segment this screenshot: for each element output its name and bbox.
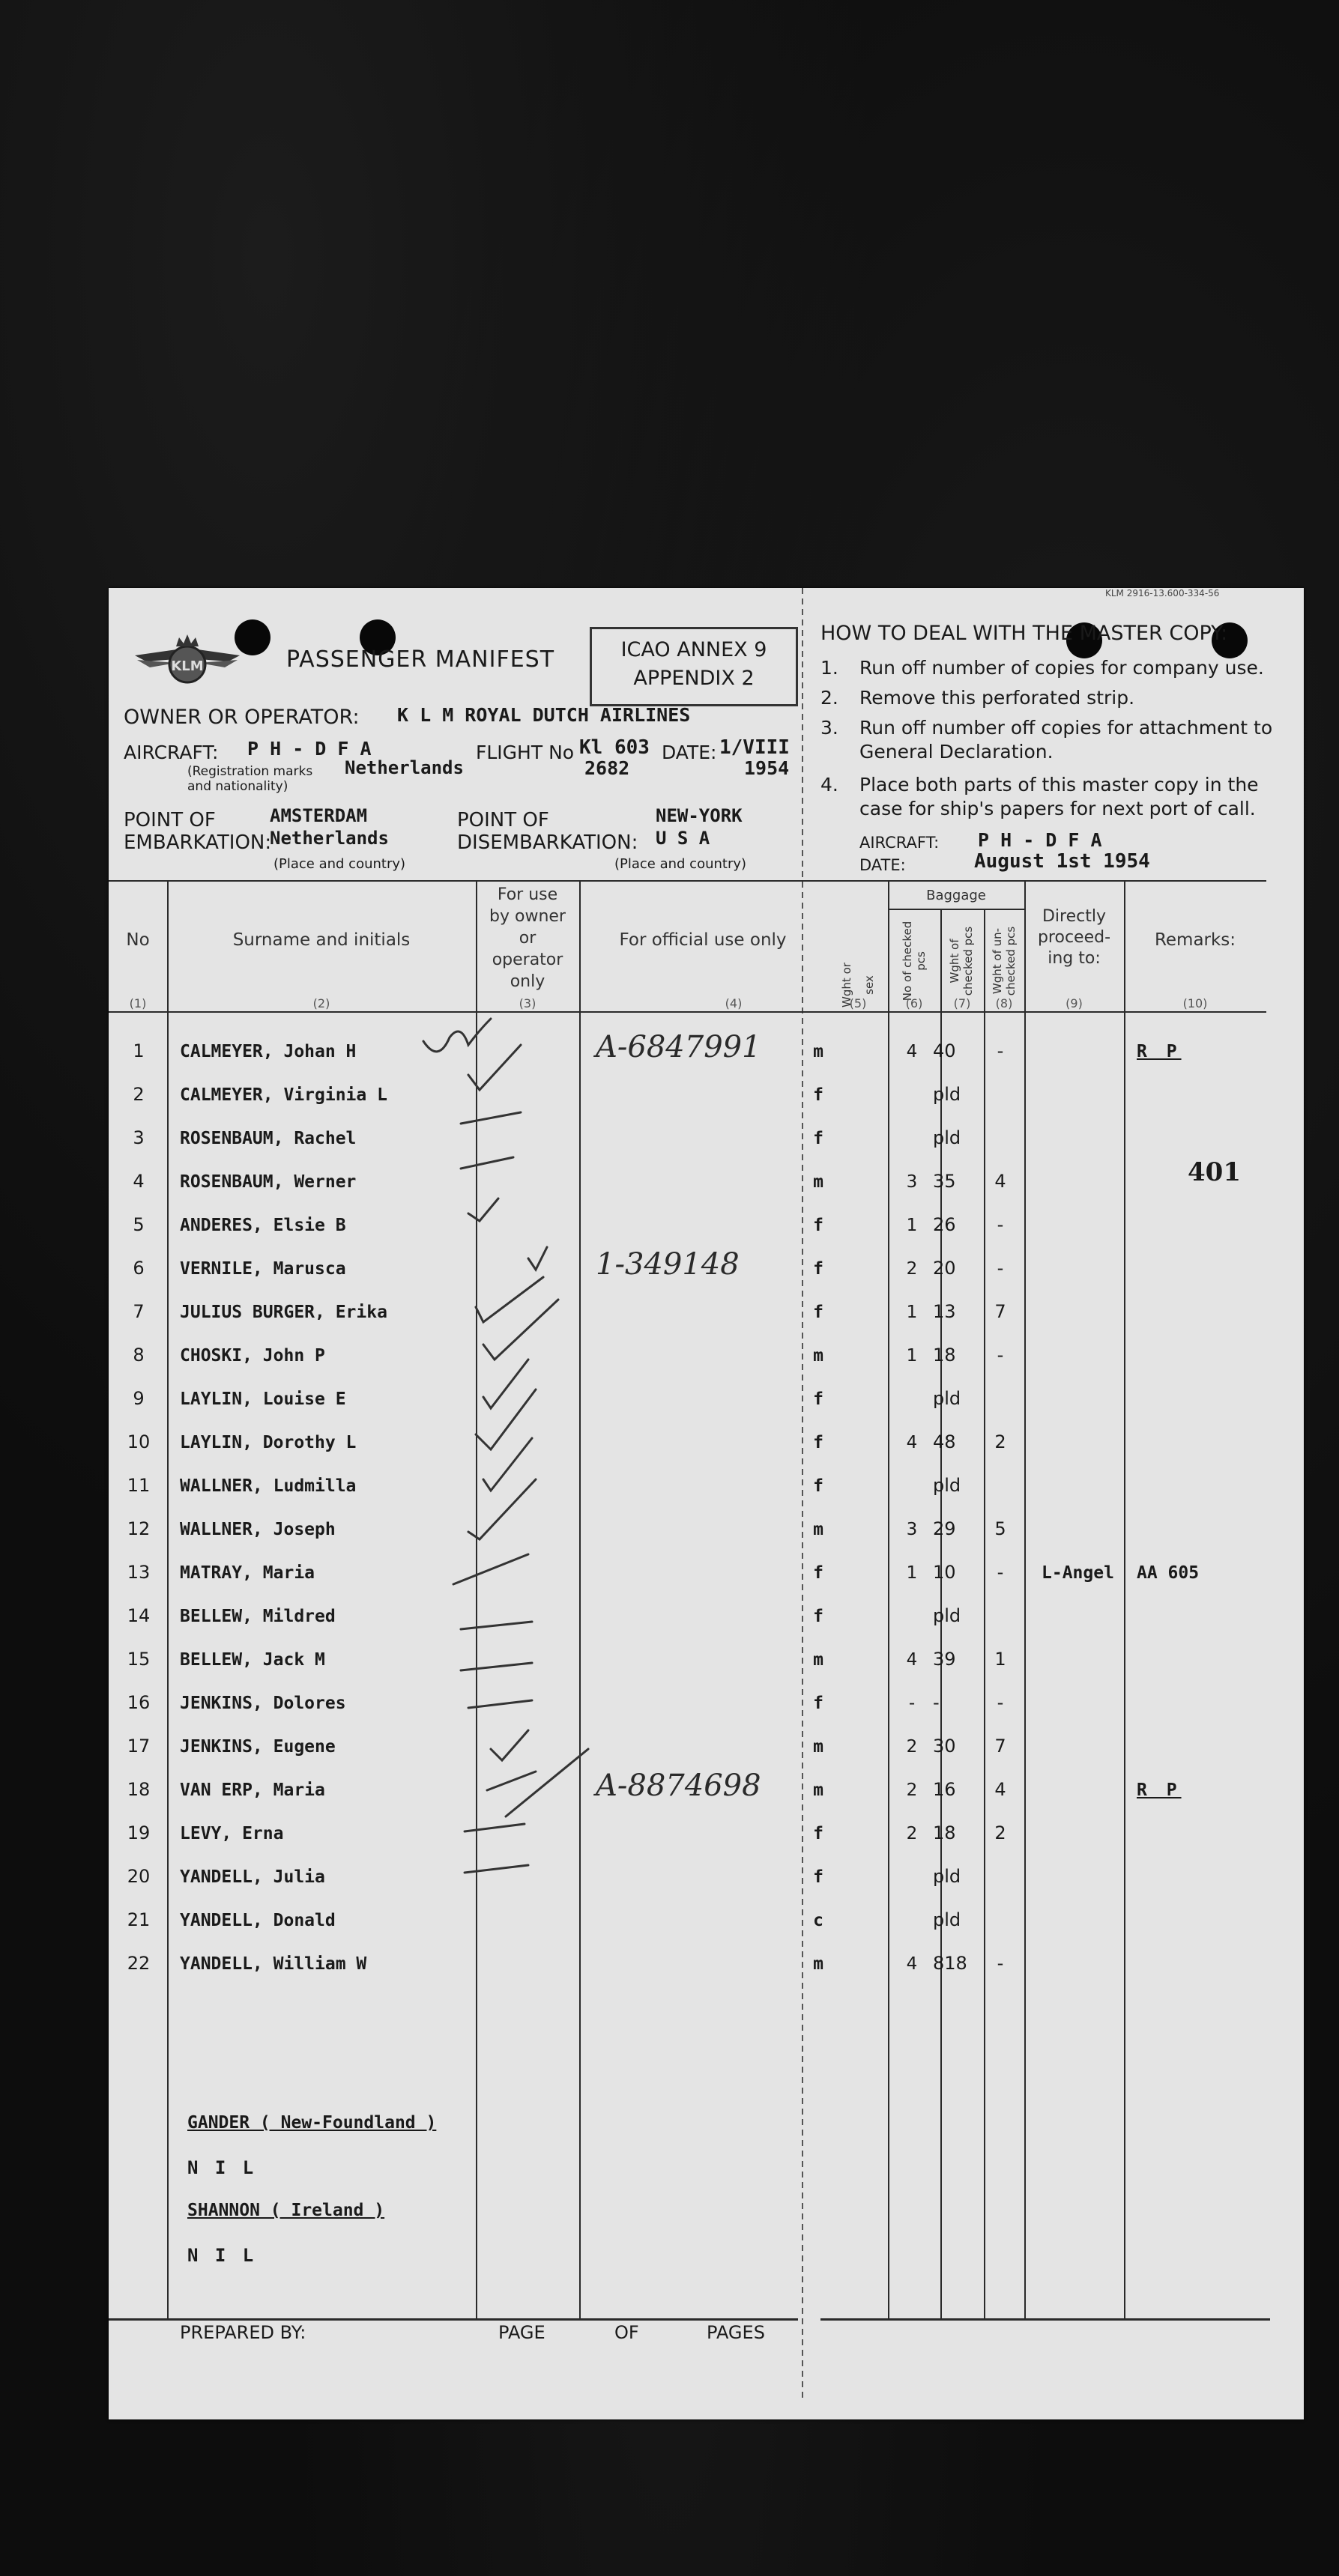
- checked-weight: 13: [933, 1301, 956, 1322]
- unchecked-weight: 2: [994, 1822, 1006, 1843]
- table-row: [109, 1160, 1304, 1204]
- passenger-number: 22: [127, 1953, 151, 1974]
- instruction-2: Remove this perforated strip.: [859, 687, 1135, 709]
- official-number: 1-349148: [596, 1247, 740, 1282]
- unchecked-weight: -: [997, 1692, 1004, 1713]
- aircraft-value: P H - D F A: [247, 738, 372, 760]
- svg-text:KLM: KLM: [171, 658, 204, 674]
- passenger-sex: m: [813, 1042, 823, 1061]
- passenger-number: 2: [133, 1084, 145, 1105]
- passenger-list: [109, 1030, 1304, 2004]
- checked-weight: 39: [933, 1649, 956, 1670]
- checked-weight: pld: [933, 1084, 961, 1105]
- unchecked-weight: 7: [994, 1301, 1006, 1322]
- embark-value-2: Netherlands: [270, 828, 389, 849]
- passenger-number: 7: [133, 1301, 145, 1322]
- passenger-name: WALLNER, Joseph: [180, 1520, 336, 1539]
- disembark-value-2: U S A: [656, 828, 710, 849]
- col-weight-checked: Wght of checked pcs: [948, 926, 975, 996]
- form-code: KLM 2916-13.600-334-56: [1105, 588, 1220, 598]
- passenger-name: YANDELL, Donald: [180, 1911, 336, 1930]
- passenger-number: 13: [127, 1562, 151, 1583]
- instruction-1: Run off number of copies for company use.: [859, 657, 1264, 679]
- table-row: [109, 1204, 1304, 1247]
- passenger-number: 20: [127, 1866, 151, 1887]
- official-number: A-6847991: [596, 1030, 761, 1064]
- embark-label-2: EMBARKATION:: [124, 831, 272, 854]
- footer-page: PAGE: [498, 2322, 545, 2343]
- passenger-sex: f: [813, 1433, 823, 1452]
- unchecked-weight: -: [997, 1258, 1004, 1279]
- checked-pieces: 2: [906, 1824, 918, 1843]
- passenger-number: 1: [133, 1040, 145, 1061]
- passenger-number: 21: [127, 1909, 151, 1930]
- passenger-sex: f: [813, 1824, 823, 1843]
- check-marks: [408, 992, 656, 1921]
- instruction-3-line1: Run off number off copies for attachment to: [859, 717, 1273, 739]
- unchecked-weight: 7: [994, 1736, 1006, 1757]
- col-owner-use: For use by owner or operator only: [489, 885, 566, 991]
- checked-weight: 29: [933, 1518, 956, 1539]
- checked-weight: 18: [933, 1345, 956, 1366]
- col-num-9: (9): [1066, 996, 1083, 1010]
- disembark-note: (Place and country): [614, 856, 747, 872]
- passenger-manifest-sheet: [109, 588, 1304, 2419]
- col-no: No: [126, 930, 150, 950]
- icao-box: [590, 627, 798, 706]
- owner-label: OWNER OR OPERATOR:: [124, 706, 360, 729]
- passenger-sex: f: [813, 1303, 823, 1322]
- col-sex: Wght or sex: [840, 963, 876, 1007]
- table-row: [109, 1508, 1304, 1551]
- copy-aircraft-label: AIRCRAFT:: [859, 834, 940, 852]
- flight-value: Kl 603: [579, 736, 650, 759]
- remarks: AA 605: [1137, 1563, 1200, 1583]
- passenger-sex: f: [813, 1867, 823, 1887]
- checked-pieces: 4: [906, 1954, 918, 1974]
- table-top-rule: [109, 880, 1266, 882]
- checked-weight: pld: [933, 1127, 961, 1148]
- unchecked-weight: -: [997, 1562, 1004, 1583]
- table-row: [109, 1855, 1304, 1899]
- flight-label: FLIGHT No: [476, 742, 575, 763]
- passenger-sex: f: [813, 1694, 823, 1713]
- passenger-name: LAYLIN, Louise E: [180, 1389, 346, 1409]
- checked-weight: pld: [933, 1388, 961, 1409]
- icao-annex: ICAO ANNEX 9: [620, 638, 767, 661]
- remarks: R P: [1137, 1781, 1182, 1800]
- passenger-name: BELLEW, Mildred: [180, 1607, 336, 1626]
- prepared-by: PREPARED BY:: [180, 2322, 306, 2343]
- passenger-number: 14: [127, 1605, 151, 1626]
- checked-weight: 818: [933, 1953, 967, 1974]
- col-num-1: (1): [129, 996, 147, 1010]
- passenger-number: 15: [127, 1649, 151, 1670]
- footer-of: OF: [614, 2322, 639, 2343]
- checked-pieces: -: [908, 1694, 916, 1713]
- table-bottom-rule-right: [820, 2318, 1270, 2321]
- embark-note: (Place and country): [273, 856, 406, 872]
- form-title: PASSENGER MANIFEST: [286, 646, 555, 673]
- col-official: For official use only: [619, 930, 787, 950]
- table-row: [109, 1725, 1304, 1769]
- baggage-rule: [888, 909, 1024, 910]
- col-num-7: (7): [953, 996, 971, 1010]
- instruction-3-num: 3.: [820, 717, 838, 739]
- date-label: DATE:: [662, 742, 717, 763]
- checked-pieces: 3: [906, 1172, 918, 1192]
- passenger-name: CHOSKI, John P: [180, 1346, 325, 1366]
- flight-value-2: 2682: [584, 757, 630, 779]
- passenger-sex: f: [813, 1563, 823, 1583]
- col-weight-unchecked: Wght of un-checked pcs: [991, 926, 1018, 996]
- disembark-label-1: POINT OF: [457, 809, 549, 831]
- table-row: [109, 1812, 1304, 1855]
- col-num-2: (2): [312, 996, 330, 1010]
- embark-value-1: AMSTERDAM: [270, 805, 368, 826]
- instruction-1-num: 1.: [820, 657, 838, 679]
- passenger-number: 10: [127, 1431, 151, 1452]
- checked-weight: 35: [933, 1171, 956, 1192]
- directly-proceeding: L-Angel: [1042, 1563, 1114, 1583]
- unchecked-weight: 1: [994, 1649, 1006, 1670]
- passenger-name: LAYLIN, Dorothy L: [180, 1433, 357, 1452]
- checked-weight: pld: [933, 1909, 961, 1930]
- passenger-name: YANDELL, Julia: [180, 1867, 325, 1887]
- instruction-4-line2: case for ship's papers for next port of call.: [859, 798, 1256, 819]
- table-row: [109, 1551, 1304, 1595]
- table-row: [109, 1464, 1304, 1508]
- instruction-4-line1: Place both parts of this master copy in the: [859, 774, 1259, 795]
- checked-weight: pld: [933, 1605, 961, 1626]
- date-value: 1/VIII: [719, 736, 790, 759]
- passenger-number: 3: [133, 1127, 145, 1148]
- passenger-number: 17: [127, 1736, 151, 1757]
- passenger-sex: f: [813, 1476, 823, 1496]
- passenger-number: 16: [127, 1692, 151, 1713]
- table-row: [109, 1291, 1304, 1334]
- passenger-number: 12: [127, 1518, 151, 1539]
- checked-weight: 30: [933, 1736, 956, 1757]
- passenger-number: 8: [133, 1345, 145, 1366]
- table-row: [109, 1334, 1304, 1378]
- table-row: [109, 1247, 1304, 1291]
- checked-pieces: 4: [906, 1433, 918, 1452]
- icao-appendix: APPENDIX 2: [633, 667, 755, 690]
- aircraft-nationality: Netherlands: [345, 757, 464, 778]
- checked-pieces: 2: [906, 1737, 918, 1757]
- checked-weight: 16: [933, 1779, 956, 1800]
- passenger-sex: f: [813, 1216, 823, 1235]
- registration-note-2: and nationality): [187, 779, 288, 794]
- passenger-name: ROSENBAUM, Rachel: [180, 1129, 357, 1148]
- passenger-name: YANDELL, William W: [180, 1954, 367, 1974]
- passenger-name: BELLEW, Jack M: [180, 1650, 325, 1670]
- table-row: [109, 1595, 1304, 1638]
- copy-date-value: August 1st 1954: [974, 850, 1150, 873]
- checked-pieces: 2: [906, 1781, 918, 1800]
- checked-weight: 48: [933, 1431, 956, 1452]
- col-num-10: (10): [1182, 996, 1208, 1010]
- unchecked-weight: 4: [994, 1171, 1006, 1192]
- passenger-sex: f: [813, 1085, 823, 1105]
- unchecked-weight: 5: [994, 1518, 1006, 1539]
- owner-value: K L M ROYAL DUTCH AIRLINES: [397, 704, 691, 726]
- passenger-number: 6: [133, 1258, 145, 1279]
- passenger-number: 9: [133, 1388, 145, 1409]
- passenger-sex: m: [813, 1954, 823, 1974]
- passenger-name: JULIUS BURGER, Erika: [180, 1303, 387, 1322]
- passenger-sex: f: [813, 1129, 823, 1148]
- checked-weight: 40: [933, 1040, 956, 1061]
- copy-date-label: DATE:: [859, 856, 906, 874]
- embark-label-1: POINT OF: [124, 809, 216, 831]
- passenger-number: 11: [127, 1475, 151, 1496]
- table-row: [109, 1942, 1304, 1986]
- passenger-sex: m: [813, 1172, 823, 1192]
- col-directly: Directly proceed- ing to:: [1037, 907, 1111, 968]
- aircraft-label: AIRCRAFT:: [124, 742, 219, 763]
- table-row: [109, 1030, 1304, 1073]
- table-row: [109, 1117, 1304, 1160]
- checked-weight: pld: [933, 1475, 961, 1496]
- checked-pieces: 2: [906, 1259, 918, 1279]
- checked-weight: -: [933, 1692, 940, 1713]
- passenger-name: WALLNER, Ludmilla: [180, 1476, 357, 1496]
- passenger-sex: c: [813, 1911, 823, 1930]
- col-num-4: (4): [725, 996, 743, 1010]
- checked-weight: pld: [933, 1866, 961, 1887]
- col-checked-pcs: No of checked pcs: [901, 921, 928, 1001]
- stop-gander: GANDER ( New-Foundland ): [187, 2113, 437, 2133]
- passenger-sex: f: [813, 1607, 823, 1626]
- passenger-name: VAN ERP, Maria: [180, 1781, 325, 1800]
- date-value-2: 1954: [744, 757, 790, 779]
- official-number: A-8874698: [596, 1769, 761, 1803]
- passenger-sex: f: [813, 1389, 823, 1409]
- disembark-label-2: DISEMBARKATION:: [457, 831, 638, 854]
- header-bottom-rule: [109, 1011, 1266, 1013]
- instruction-2-num: 2.: [820, 687, 838, 709]
- checked-pieces: 1: [906, 1346, 918, 1366]
- registration-note-1: (Registration marks: [187, 764, 313, 779]
- copy-aircraft-value: P H - D F A: [978, 829, 1102, 851]
- table-row: [109, 1378, 1304, 1421]
- table-row: [109, 1638, 1304, 1682]
- passenger-name: VERNILE, Marusca: [180, 1259, 346, 1279]
- checked-pieces: 1: [906, 1303, 918, 1322]
- table-row: [109, 1769, 1304, 1812]
- checked-pieces: 3: [906, 1520, 918, 1539]
- passenger-name: JENKINS, Eugene: [180, 1737, 336, 1757]
- passenger-name: CALMEYER, Virginia L: [180, 1085, 387, 1105]
- passenger-number: 18: [127, 1779, 151, 1800]
- checked-pieces: 4: [906, 1042, 918, 1061]
- passenger-name: ROSENBAUM, Werner: [180, 1172, 357, 1192]
- passenger-name: LEVY, Erna: [180, 1824, 284, 1843]
- col-surname: Surname and initials: [232, 930, 411, 950]
- passenger-sex: m: [813, 1650, 823, 1670]
- table-row: [109, 1899, 1304, 1942]
- passenger-name: CALMEYER, Johan H: [180, 1042, 357, 1061]
- instruction-3-line2: General Declaration.: [859, 741, 1054, 763]
- klm-logo: [131, 625, 244, 689]
- col-num-6: (6): [905, 996, 923, 1010]
- passenger-sex: m: [813, 1346, 823, 1366]
- passenger-sex: f: [813, 1259, 823, 1279]
- stop-shannon: SHANNON ( Ireland ): [187, 2201, 385, 2220]
- stop-shannon-value: N I L: [187, 2245, 257, 2266]
- col-num-3: (3): [519, 996, 536, 1010]
- passenger-sex: m: [813, 1520, 823, 1539]
- stamp-number: 401: [1188, 1157, 1241, 1187]
- stop-gander-value: N I L: [187, 2157, 257, 2178]
- checked-weight: 10: [933, 1562, 956, 1583]
- checked-weight: 26: [933, 1214, 956, 1235]
- unchecked-weight: -: [997, 1214, 1004, 1235]
- instructions-title: HOW TO DEAL WITH THE MASTER COPY:: [820, 622, 1228, 645]
- passenger-number: 4: [133, 1171, 145, 1192]
- disembark-value-1: NEW-YORK: [656, 805, 743, 826]
- table-row: [109, 1421, 1304, 1464]
- table-row: [109, 1682, 1304, 1725]
- unchecked-weight: -: [997, 1040, 1004, 1061]
- unchecked-weight: -: [997, 1345, 1004, 1366]
- unchecked-weight: 4: [994, 1779, 1006, 1800]
- checked-weight: 20: [933, 1258, 956, 1279]
- passenger-name: JENKINS, Dolores: [180, 1694, 346, 1713]
- col-baggage: Baggage: [926, 888, 986, 903]
- passenger-name: ANDERES, Elsie B: [180, 1216, 346, 1235]
- passenger-sex: m: [813, 1737, 823, 1757]
- remarks: R P: [1137, 1042, 1182, 1061]
- checked-weight: 18: [933, 1822, 956, 1843]
- passenger-number: 5: [133, 1214, 145, 1235]
- passenger-sex: m: [813, 1781, 823, 1800]
- table-row: [109, 1073, 1304, 1117]
- table-bottom-rule-left: [109, 2318, 798, 2321]
- unchecked-weight: 2: [994, 1431, 1006, 1452]
- col-num-5: (5): [849, 996, 867, 1010]
- col-num-8: (8): [995, 996, 1013, 1010]
- unchecked-weight: -: [997, 1953, 1004, 1974]
- footer-pages: PAGES: [707, 2322, 765, 2343]
- passenger-number: 19: [127, 1822, 151, 1843]
- passenger-name: MATRAY, Maria: [180, 1563, 315, 1583]
- checked-pieces: 1: [906, 1563, 918, 1583]
- col-remarks: Remarks:: [1154, 930, 1236, 950]
- checked-pieces: 1: [906, 1216, 918, 1235]
- instruction-4-num: 4.: [820, 774, 838, 795]
- checked-pieces: 4: [906, 1650, 918, 1670]
